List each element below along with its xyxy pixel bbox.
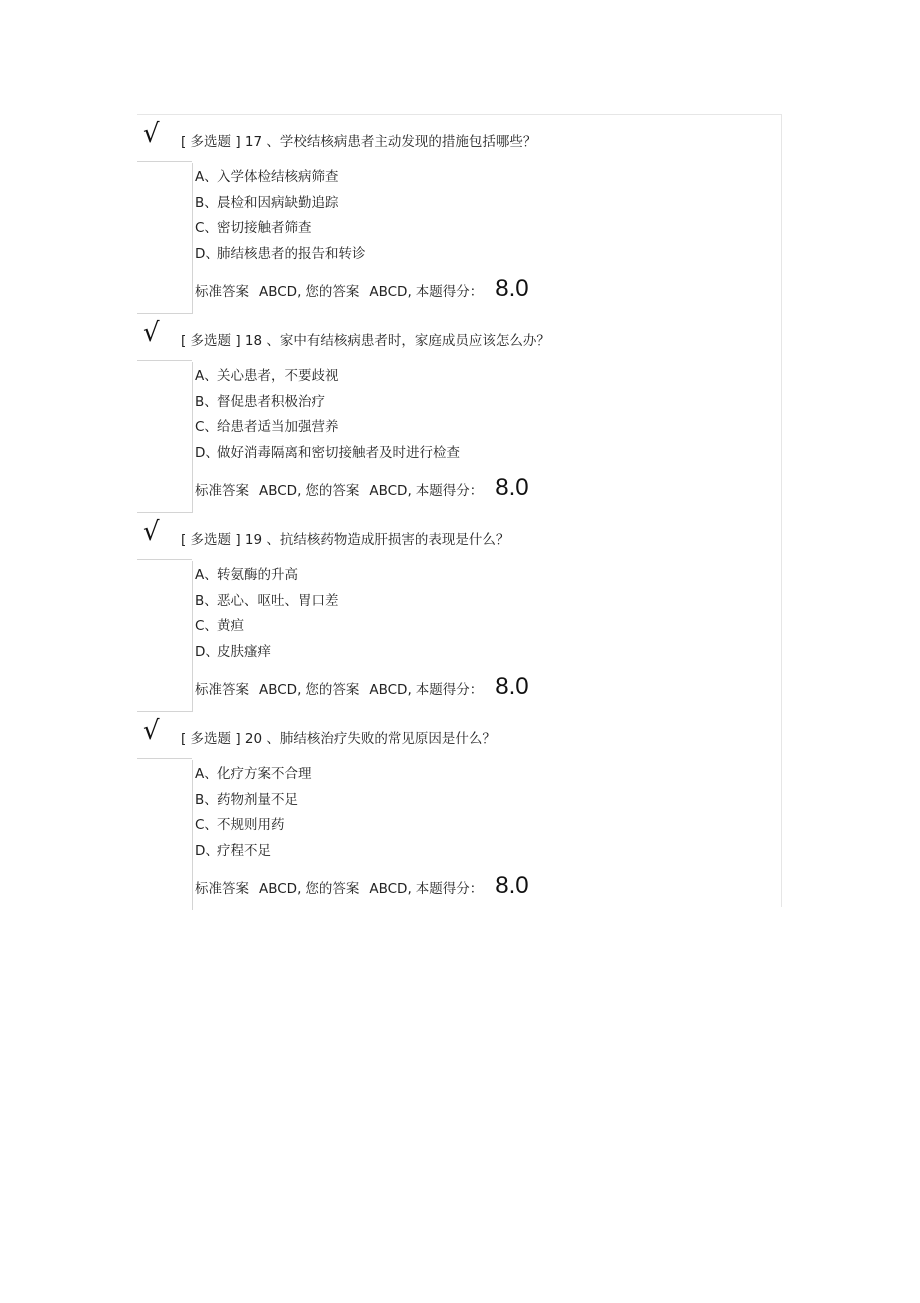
standard-answer-value: ABCD, xyxy=(259,483,302,499)
option-b xyxy=(195,191,366,217)
option-letter: B、 xyxy=(195,194,218,211)
option-c xyxy=(195,813,312,839)
answer-summary xyxy=(195,872,529,904)
question-title: [ 多选题 ] 17 、学校结核病患者主动发现的措施包括哪些？ xyxy=(181,134,537,150)
quiz-results-panel xyxy=(137,114,782,907)
option-a xyxy=(195,563,339,589)
standard-answer-value: ABCD, xyxy=(259,284,302,300)
option-d xyxy=(195,839,312,865)
option-text: 不规则用药 xyxy=(217,817,285,834)
divider xyxy=(192,163,193,313)
question-header xyxy=(137,314,782,362)
option-c xyxy=(195,415,460,441)
question-title: [ 多选题 ] 20 、肺结核治疗失败的常见原因是什么？ xyxy=(181,731,496,747)
option-letter: B、 xyxy=(195,791,218,808)
option-letter: C、 xyxy=(195,618,218,635)
checkmark-icon: √ xyxy=(143,716,160,746)
option-text: 密切接触者筛查 xyxy=(217,220,312,237)
option-c xyxy=(195,614,339,640)
option-letter: D、 xyxy=(195,843,219,860)
question-title: [ 多选题 ] 18 、家中有结核病患者时，家庭成员应该怎么办？ xyxy=(181,333,550,349)
option-list xyxy=(195,563,339,666)
option-letter: D、 xyxy=(195,644,219,661)
divider xyxy=(192,362,193,512)
answer-summary xyxy=(195,275,529,307)
option-b xyxy=(195,390,460,416)
option-d xyxy=(195,640,339,666)
option-text: 皮肤瘙痒 xyxy=(217,644,271,661)
option-text: 化疗方案不合理 xyxy=(217,766,312,782)
question-header xyxy=(137,513,782,561)
divider xyxy=(192,760,193,910)
checkmark-icon: √ xyxy=(143,318,160,348)
score-label: 本题得分： xyxy=(415,483,484,499)
answer-summary xyxy=(195,673,529,705)
question-18 xyxy=(137,314,782,513)
your-answer-label: 您的答案 xyxy=(305,483,360,499)
score-label: 本题得分： xyxy=(415,682,484,698)
option-text: 督促患者积极治疗 xyxy=(217,393,325,410)
option-letter: C、 xyxy=(195,817,218,834)
option-letter: D、 xyxy=(195,445,219,462)
option-text: 入学体检结核病筛查 xyxy=(217,169,339,185)
standard-answer-label: 标准答案 xyxy=(195,881,249,897)
your-answer-label: 您的答案 xyxy=(305,284,360,300)
option-b xyxy=(195,788,312,814)
option-letter: D、 xyxy=(195,246,219,263)
your-answer-value: ABCD, xyxy=(369,284,412,300)
option-c xyxy=(195,216,366,242)
question-header xyxy=(137,712,782,760)
your-answer-value: ABCD, xyxy=(369,682,412,698)
option-text: 药物剂量不足 xyxy=(217,791,298,808)
option-list xyxy=(195,762,312,865)
your-answer-label: 您的答案 xyxy=(305,881,360,897)
option-d xyxy=(195,441,460,467)
option-letter: A、 xyxy=(195,567,218,583)
option-d xyxy=(195,242,366,268)
option-text: 黄疸 xyxy=(217,618,244,635)
answer-summary xyxy=(195,474,529,506)
option-text: 疗程不足 xyxy=(217,843,271,860)
option-letter: B、 xyxy=(195,393,218,410)
divider xyxy=(192,561,193,711)
score-value: 8.0 xyxy=(495,673,529,700)
option-text: 肺结核患者的报告和转诊 xyxy=(217,246,366,263)
option-b xyxy=(195,589,339,615)
standard-answer-value: ABCD, xyxy=(259,682,302,698)
option-letter: A、 xyxy=(195,766,218,782)
option-letter: C、 xyxy=(195,220,218,237)
option-text: 晨检和因病缺勤追踪 xyxy=(217,194,339,211)
your-answer-value: ABCD, xyxy=(369,881,412,897)
score-label: 本题得分： xyxy=(415,284,484,300)
question-title: [ 多选题 ] 19 、抗结核药物造成肝损害的表现是什么？ xyxy=(181,532,510,548)
your-answer-label: 您的答案 xyxy=(305,682,360,698)
option-text: 关心患者，不要歧视 xyxy=(217,368,339,384)
option-a xyxy=(195,165,366,191)
standard-answer-label: 标准答案 xyxy=(195,682,249,698)
option-text: 做好消毒隔离和密切接触者及时进行检查 xyxy=(217,445,460,462)
question-17 xyxy=(137,115,782,314)
question-19 xyxy=(137,513,782,712)
option-list xyxy=(195,364,460,467)
option-letter: A、 xyxy=(195,368,218,384)
option-letter: A、 xyxy=(195,169,218,185)
option-text: 恶心、呕吐、胃口差 xyxy=(217,592,339,609)
score-value: 8.0 xyxy=(495,474,529,501)
standard-answer-label: 标准答案 xyxy=(195,284,249,300)
option-a xyxy=(195,364,460,390)
option-text: 给患者适当加强营养 xyxy=(217,419,339,436)
option-list xyxy=(195,165,366,268)
question-20 xyxy=(137,712,782,911)
option-letter: C、 xyxy=(195,419,218,436)
standard-answer-value: ABCD, xyxy=(259,881,302,897)
score-value: 8.0 xyxy=(495,872,529,899)
standard-answer-label: 标准答案 xyxy=(195,483,249,499)
score-label: 本题得分： xyxy=(415,881,484,897)
question-header xyxy=(137,115,782,163)
option-letter: B、 xyxy=(195,592,218,609)
option-text: 转氨酶的升高 xyxy=(217,567,298,583)
option-a xyxy=(195,762,312,788)
score-value: 8.0 xyxy=(495,275,529,302)
your-answer-value: ABCD, xyxy=(369,483,412,499)
checkmark-icon: √ xyxy=(143,119,160,149)
checkmark-icon: √ xyxy=(143,517,160,547)
